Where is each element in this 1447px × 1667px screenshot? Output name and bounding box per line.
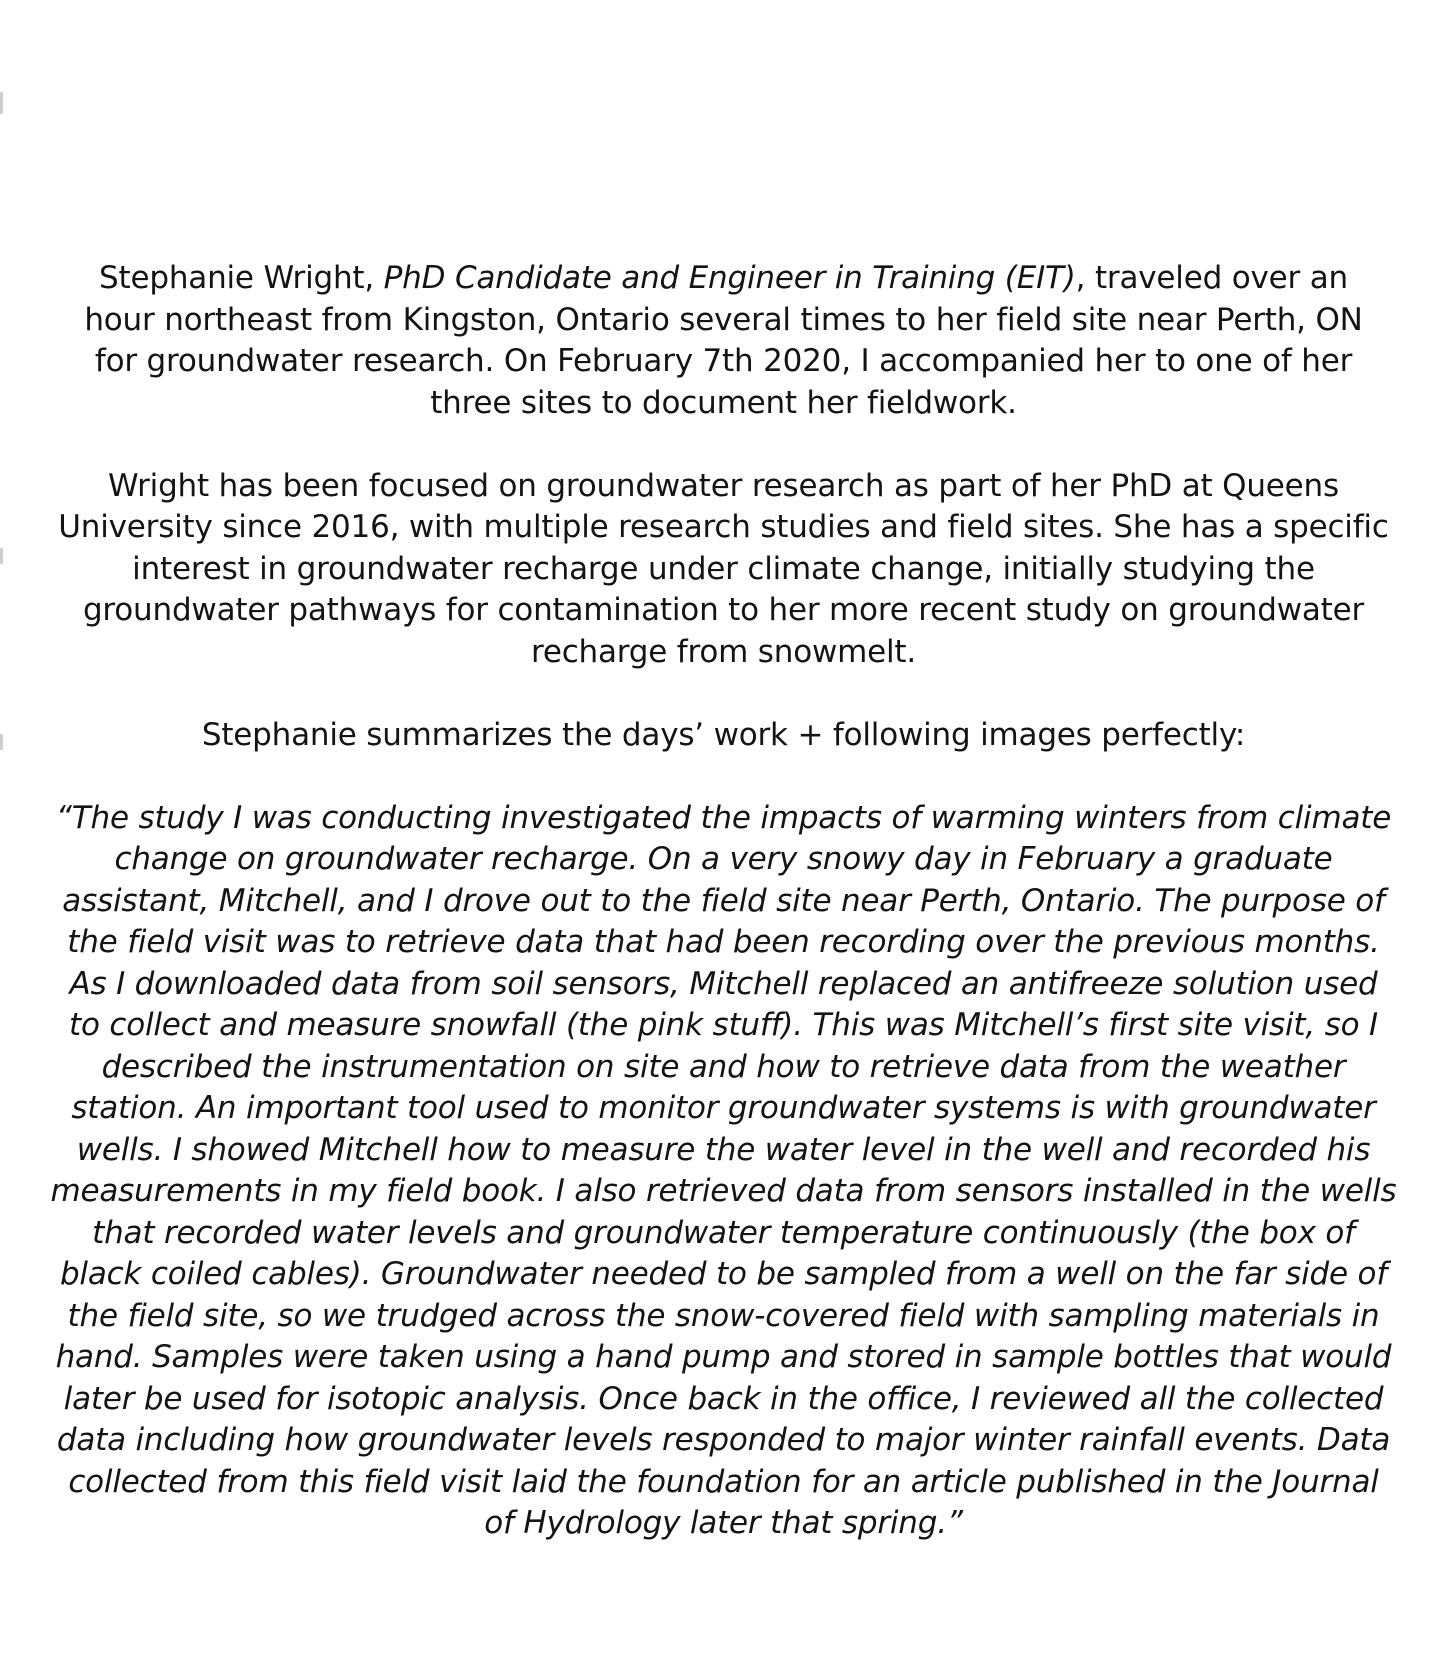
edge-mark [0, 92, 3, 114]
summary-lead-in [50, 715, 1397, 757]
text-line: three sites to document her fieldwork. [430, 384, 1017, 421]
background-paragraph [50, 466, 1397, 674]
text-line: University since 2016, with multiple research studies and field sites. She has a specific [58, 509, 1389, 545]
quote-line: later be used for isotopic analysis. Once back in the office, I reviewed all the collected [63, 1380, 1384, 1417]
text-run: , traveled over an [1075, 260, 1348, 296]
job-title: PhD Candidate and Engineer in Training (EIT) [383, 260, 1076, 296]
edge-mark [0, 734, 3, 750]
edge-mark [0, 548, 3, 564]
paragraph-gap [50, 424, 1397, 466]
text-line: interest in groundwater recharge under climate change, initially studying the [132, 550, 1315, 587]
quote-line: the field visit was to retrieve data that had been recording over the previous months. [67, 924, 1380, 960]
quote-line: As I downloaded data from soil sensors, Mitchell replaced an antifreeze solution used [69, 965, 1378, 1002]
text-line: for groundwater research. On February 7th 2020, I accompanied her to one of her [94, 343, 1353, 379]
quote-line: change on groundwater recharge. On a very snowy day in February a graduate [114, 841, 1333, 877]
intro-paragraph [50, 258, 1397, 424]
text-line: Stephanie summarizes the days’ work + following images perfectly: [201, 716, 1246, 753]
quote-line: that recorded water levels and groundwater temperature continuously (the box of [92, 1214, 1355, 1251]
quote-paragraph [50, 798, 1397, 1545]
quote-line: station. An important tool used to monitor groundwater systems is with groundwater [71, 1090, 1376, 1126]
quote-line: wells. I showed Mitchell how to measure the water level in the well and recorded his [76, 1131, 1371, 1168]
text-line [50, 258, 1397, 300]
quote-line: hand. Samples were taken using a hand pump and stored in sample bottles that would [55, 1339, 1392, 1375]
quote-line: black coiled cables). Groundwater needed to be sampled from a well on the far side of [59, 1256, 1388, 1292]
article-text [50, 258, 1397, 1545]
quote-line: “The study I was conducting investigated the impacts of warming winters from climate [55, 799, 1392, 836]
quote-line: to collect and measure snowfall (the pink stuff). This was Mitchell’s first site visit, so I [69, 1007, 1378, 1043]
text-run: Stephanie Wright, [99, 260, 384, 296]
quote-line: assistant, Mitchell, and I drove out to the field site near Perth, Ontario. The purpose of [62, 882, 1385, 919]
text-line: Wright has been focused on groundwater research as part of her PhD at Queens [108, 467, 1339, 504]
quote-line: the field site, so we trudged across the snow-covered field with sampling materials in [67, 1297, 1380, 1334]
text-line: recharge from snowmelt. [530, 633, 917, 670]
text-line: hour northeast from Kingston, Ontario several times to her field site near Perth, ON [84, 301, 1363, 338]
quote-line: collected from this field visit laid the foundation for an article published in the Journal [68, 1463, 1379, 1500]
quote-line: measurements in my field book. I also retrieved data from sensors installed in the wells [50, 1173, 1397, 1209]
quote-line: described the instrumentation on site and how to retrieve data from the weather [101, 1048, 1346, 1085]
text-line: groundwater pathways for contamination to her more recent study on groundwater [82, 592, 1365, 628]
paragraph-gap [50, 756, 1397, 798]
quote-line: data including how groundwater levels responded to major winter rainfall events. Data [56, 1422, 1391, 1458]
quote-line: of Hydrology later that spring.” [484, 1505, 963, 1541]
paragraph-gap [50, 673, 1397, 715]
